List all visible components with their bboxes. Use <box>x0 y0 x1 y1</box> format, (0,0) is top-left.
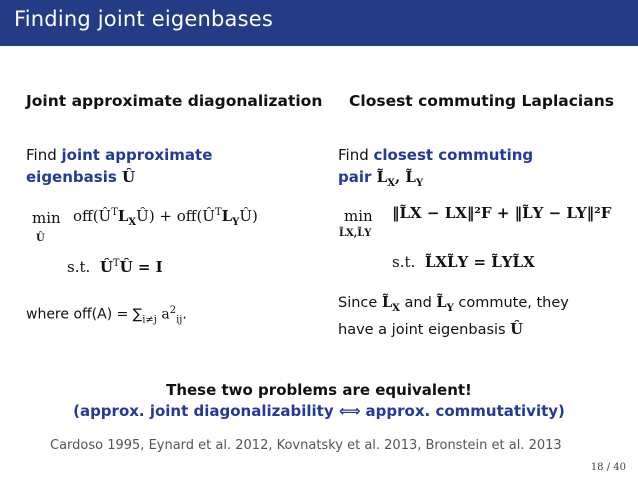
left-obj-part2: Û) + off(Û <box>136 207 215 225</box>
left-where-a-sub: ij <box>176 314 183 326</box>
right-find-lx: L̃ <box>371 168 388 186</box>
right-obj-expr: ‖L̃X − LX‖²F + ‖L̃Y − LY‖²F <box>392 204 612 222</box>
right-min <box>344 207 373 225</box>
right-st: s.t. <box>392 253 416 271</box>
right-find-prefix: Find <box>338 146 374 164</box>
equivalence-block <box>0 381 638 420</box>
right-since-1: Since <box>338 295 382 311</box>
right-find-x: X <box>387 178 395 189</box>
left-st: s.t. <box>67 258 91 276</box>
left-obj-lx-sub: X <box>128 217 137 228</box>
right-since-and: and <box>399 295 437 311</box>
right-min-sub <box>339 228 371 239</box>
left-constraint <box>67 258 163 276</box>
left-obj-lx: L <box>117 207 129 225</box>
left-obj-t2: T <box>214 207 222 218</box>
left-where-end: . <box>182 306 187 323</box>
right-find-highlight: closest commuting <box>373 146 534 164</box>
left-find-prefix: Find <box>26 146 62 164</box>
right-objective-expr <box>392 204 611 222</box>
left-find-highlight: joint approximate <box>61 146 213 164</box>
right-find-y: Y <box>415 178 424 189</box>
right-since-ly: L̃ <box>436 294 447 311</box>
left-obj-part1: off(Û <box>73 207 112 225</box>
left-obj-ly-sub: Y <box>232 217 240 228</box>
right-since-u: Û <box>510 320 523 338</box>
right-heading: Closest commuting Laplacians <box>349 92 614 110</box>
right-constraint-expr: L̃XL̃Y = L̃YL̃X <box>424 253 535 271</box>
left-constraint-t: T <box>112 258 120 269</box>
left-constraint-rhs: Û = I <box>119 258 163 276</box>
left-constraint-lhs: Û <box>99 258 113 276</box>
left-min-sub <box>36 233 45 244</box>
slide-title: Finding joint eigenbases <box>14 7 274 31</box>
left-where <box>26 300 187 330</box>
left-column <box>26 92 326 186</box>
left-find-highlight-2: eigenbasis <box>26 168 122 186</box>
equivalence-statement: These two problems are equivalent! <box>166 381 472 399</box>
left-min: min <box>32 209 61 227</box>
approx-statement: (approx. joint diagonalizability ⟺ approx. commutativity) <box>73 402 565 420</box>
left-obj-end: Û) <box>239 207 258 225</box>
right-find-highlight-2: pair <box>338 168 372 186</box>
left-heading: Joint approximate diagonalization <box>26 92 323 110</box>
right-column <box>338 92 634 189</box>
right-constraint <box>392 253 535 271</box>
left-where-text: where off(A) = ∑ <box>26 306 143 323</box>
left-where-sup: 2 <box>169 305 177 316</box>
right-min-sub-text: L̃X,L̃Y <box>339 228 372 239</box>
left-objective <box>32 209 61 227</box>
right-since-line2: have a joint eigenbasis <box>338 321 511 338</box>
page-number: 18 / 40 <box>590 462 626 473</box>
right-since <box>338 292 630 341</box>
right-min-text: min <box>344 207 373 225</box>
references: Cardoso 1995, Eynard et al. 2012, Kovnatsky et al. 2013, Bronstein et al. 2013 <box>50 438 562 453</box>
title-bar <box>0 0 638 46</box>
right-find-text <box>338 144 533 195</box>
left-min-sub-text: Û <box>36 233 45 244</box>
left-find-text <box>26 144 212 188</box>
right-since-ly-sub: Y <box>446 302 454 314</box>
left-objective-expr <box>73 207 258 228</box>
left-where-a: a <box>156 306 170 323</box>
left-where-sub: i≠j <box>142 314 157 326</box>
right-since-lx-sub: X <box>392 302 400 314</box>
right-since-lx: L̃ <box>381 294 393 311</box>
right-since-commute: commute, they <box>453 295 569 311</box>
left-find-symbol: Û <box>121 168 136 186</box>
left-obj-t1: T <box>111 207 118 218</box>
right-find-ly: , L̃ <box>394 168 416 186</box>
left-obj-ly: L <box>221 207 233 225</box>
